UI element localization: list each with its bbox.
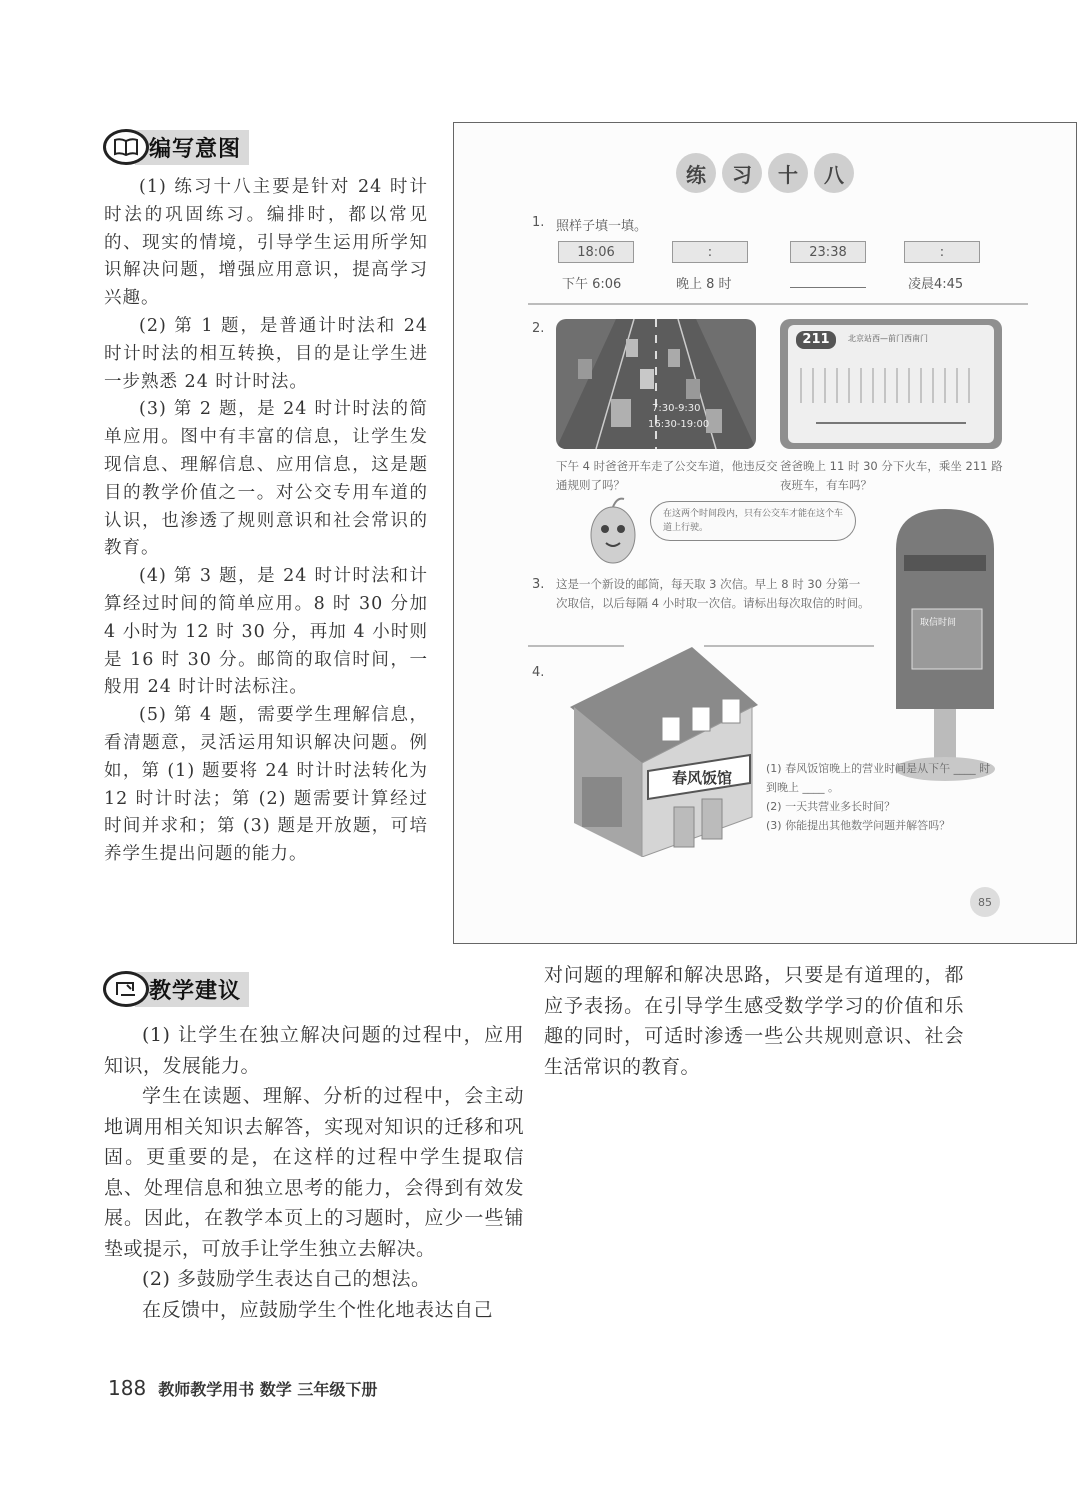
q2-left-text: 下午 4 时爸爸开车走了公交车道，他违反交通规则了吗？	[556, 459, 778, 492]
road-image	[556, 319, 756, 449]
teaching-icon	[103, 971, 149, 1007]
q4-number: 4.	[532, 665, 545, 680]
paragraph: 学生在读题、理解、分析的过程中，会主动地调用相关知识去解答，实现对知识的迁移和巩固。更重要的是，在这样的过程中学生提取信息、处理信息和独立思考的能力，会得到有效发展。因此，在教学本页上的习题时，应少一些铺垫或提示，可放手让学生独立去解决。	[104, 1085, 524, 1260]
lane-time: 7:30-9:30	[652, 403, 701, 414]
q3-number: 3.	[532, 577, 545, 592]
q3-text: 这是一个新设的邮筒，每天取 3 次信。早上 8 时 30 分第一次取信，以后每隔 4 小时取一次信。请标出每次取信的时间。	[556, 577, 870, 610]
paragraph: (3) 第 2 题，是 24 时计时法的简单应用。图中有丰富的信息，让学生发现信息、理解信息、应用信息，这是题目的教学价值之一。对公交专用车道的认识，也渗透了规则意识和社会常识的教育。	[104, 399, 428, 559]
q1-text: 照样子填一填。	[556, 219, 648, 234]
time-box: :	[672, 241, 748, 263]
q2-number: 2.	[532, 321, 545, 336]
speech-bubble: 在这两个时间段内，只有公交车才能在这个车道上行驶。	[650, 501, 856, 541]
section-title: 编写意图	[135, 130, 249, 165]
paragraph: (1) 让学生在独立解决问题的过程中，应用知识，发展能力。	[104, 1024, 524, 1077]
time-label: 晚上 8 时	[676, 277, 732, 292]
q4-item: (2) 一天共营业多长时间？	[766, 800, 896, 813]
paragraph: 对问题的理解和解决思路，只要是有道理的，都应予表扬。在引导学生感受数学学习的价值和乐趣的同时，可适时渗透一些公共规则意识、社会生活常识的教育。	[544, 964, 964, 1078]
page-footer	[108, 1376, 377, 1400]
time-box: 23:38	[790, 241, 866, 263]
q1-number: 1.	[532, 215, 545, 230]
q4-items	[766, 759, 998, 835]
blank-line	[790, 287, 866, 288]
title-char: 十	[768, 153, 808, 193]
intent-text	[104, 174, 428, 869]
suggestions-left-text	[104, 1020, 524, 1325]
restaurant-image	[562, 647, 758, 857]
page-number: 188	[108, 1376, 147, 1400]
q2-right-text: 爸爸晚上 11 时 30 分下火车，乘坐 211 路夜班车，有车吗？	[780, 459, 1003, 492]
paragraph: 在反馈中，应鼓励学生个性化地表达自己	[142, 1298, 494, 1321]
mailbox-image	[886, 509, 1004, 791]
textbook-page-number: 85	[970, 887, 1000, 917]
mascot-image	[584, 495, 642, 571]
paragraph: (4) 第 3 题，是 24 时计时法和计算经过时间的简单应用。8 时 30 分加 4 小时为 12 时 30 分，再加 4 小时则是 16 时 30 分。邮筒的取信时间，一般用 24 时计时法标注。	[104, 566, 428, 698]
time-label: 下午 6:06	[562, 277, 622, 292]
bus-route: 北京站西—前门西南门	[848, 334, 928, 343]
bus-sign-image	[780, 319, 1002, 449]
book-icon	[103, 129, 149, 165]
paragraph: (2) 多鼓励学生表达自己的想法。	[142, 1268, 431, 1290]
book-title: 教师教学用书 数学 三年级下册	[158, 1380, 378, 1399]
restaurant-sign: 春风饭馆	[672, 769, 733, 787]
mailbox-label: 取信时间	[920, 618, 957, 628]
title-char: 习	[722, 153, 762, 193]
time-box: :	[904, 241, 980, 263]
title-char: 八	[814, 153, 854, 193]
paragraph: (5) 第 4 题，需要学生理解信息，看清题意，灵活运用知识解决问题。例如，第 (1) 题要将 24 时计时法转化为 12 时计时法；第 (2) 题需要计算经过时间并求和；第 (3) 题是开放题，可培养学生提出问题的能力。	[104, 705, 428, 865]
section-header-suggestions	[103, 972, 249, 1006]
q4-item: (3) 你能提出其他数学问题并解答吗？	[766, 819, 951, 832]
section-title: 教学建议	[135, 972, 249, 1007]
divider	[528, 303, 1028, 305]
q4-item: (1) 春风饭馆晚上的营业时间是从下午 ____ 时到晚上 ____ 。	[766, 762, 991, 794]
paragraph: (2) 第 1 题，是普通计时法和 24 时计时法的相互转换，目的是让学生进一步熟悉 24 时计时法。	[104, 315, 428, 392]
lane-time: 16:30-19:00	[648, 419, 710, 430]
textbook-page-panel	[453, 122, 1077, 944]
suggestions-right-text	[544, 960, 964, 1082]
time-label: 凌晨4:45	[908, 277, 964, 292]
time-box: 18:06	[558, 241, 634, 263]
title-char: 练	[676, 153, 716, 193]
paragraph: (1) 练习十八主要是针对 24 时计时法的巩固练习。编排时，都以常见的、现实的情境，引导学生运用所学知识解决问题，增强应用意识，提高学习兴趣。	[104, 177, 428, 309]
bus-number: 211	[796, 331, 836, 349]
section-header-intent	[103, 130, 249, 164]
